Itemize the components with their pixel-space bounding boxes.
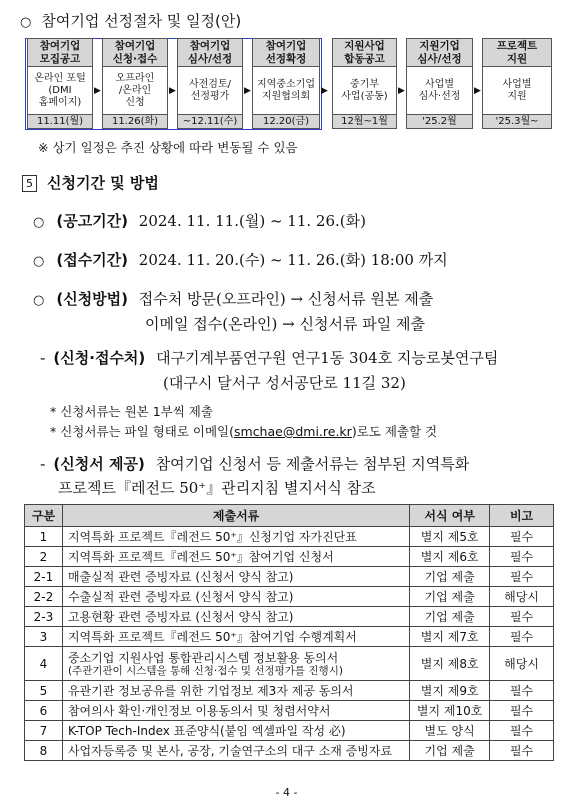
- flow-step-detail: 사업별 지원: [482, 67, 552, 115]
- method-line-1: 접수처 방문(오프라인) → 신청서류 원본 제출: [138, 290, 434, 308]
- receipt-period: [33, 249, 448, 270]
- flow-step-detail: 중기부 사업(공동): [332, 67, 397, 115]
- table-row: [25, 627, 554, 647]
- right-arrow-icon: ▶: [321, 86, 328, 96]
- form-cell: 기업 제출: [410, 607, 490, 627]
- note-cell: 해당시: [490, 587, 554, 607]
- form-cell: 기업 제출: [410, 741, 490, 761]
- flow-step: [332, 38, 397, 129]
- circle-bullet-icon: ○: [33, 254, 45, 269]
- receipt-place: [40, 347, 498, 368]
- table-row: [25, 681, 554, 701]
- doc-cell: 매출실적 관련 증빙자료 (신청서 양식 참고): [62, 567, 409, 587]
- row-number: 2-3: [25, 607, 63, 627]
- table-row: [25, 527, 554, 547]
- announce-value: 2024. 11. 11.(월) ~ 11. 26.(화): [138, 212, 366, 230]
- flow-step: [252, 38, 320, 129]
- circle-bullet-icon: ○: [20, 15, 32, 30]
- section5-title: 신청기간 및 방법: [47, 174, 159, 192]
- page-number: - 4 -: [275, 786, 298, 799]
- right-arrow-icon: ▶: [169, 86, 176, 96]
- note-cell: 필수: [490, 741, 554, 761]
- table-row: [25, 607, 554, 627]
- announce-period: [33, 210, 366, 231]
- form-cell: 기업 제출: [410, 587, 490, 607]
- col-header-no: 구분: [25, 505, 63, 527]
- announce-label: (공고기간): [56, 212, 129, 230]
- col-header-form: 서식 여부: [410, 505, 490, 527]
- place-line-1: 대구기계부품연구원 연구1동 304호 지능로봇연구팀: [156, 349, 499, 367]
- flow-step-date: 12월~1월: [332, 115, 397, 129]
- flow-step: [102, 38, 168, 129]
- doc-cell: 수출실적 관련 증빙자료 (신청서 양식 참고): [62, 587, 409, 607]
- table-header-row: [25, 505, 554, 527]
- schedule-note: ※ 상기 일정은 추진 상황에 따라 변동될 수 있음: [38, 140, 298, 155]
- flow-step: [406, 38, 473, 129]
- right-arrow-icon: ▶: [398, 86, 405, 96]
- form-cell: 별지 제5호: [410, 527, 490, 547]
- doc-subnote: (주관기관이 시스템을 통해 신청·접수 및 선정평가를 진행시): [67, 664, 343, 677]
- doc-cell: [62, 647, 409, 681]
- circle-bullet-icon: ○: [33, 293, 45, 308]
- circle-bullet-icon: ○: [33, 215, 45, 230]
- table-row: [25, 547, 554, 567]
- submission-docs-table: [24, 504, 554, 761]
- docs-label: (신청서 제공): [53, 455, 145, 473]
- flow-step-title: 프로젝트 지원: [482, 38, 552, 67]
- note-cell: 필수: [490, 627, 554, 647]
- table-row: [25, 647, 554, 681]
- note-cell: 필수: [490, 567, 554, 587]
- right-arrow-icon: ▶: [474, 86, 481, 96]
- flow-step: [177, 38, 243, 129]
- form-cell: 별지 제9호: [410, 681, 490, 701]
- row-number: 2-2: [25, 587, 63, 607]
- place-line-2: (대구시 달서구 성서공단로 11길 32): [163, 374, 406, 392]
- note-cell: 필수: [490, 681, 554, 701]
- doc-cell: 지역특화 프로젝트『레전드 50⁺』참여기업 신청서: [62, 547, 409, 567]
- flow-step-title: 참여기업 심사/선정: [177, 38, 243, 67]
- section5-heading: [22, 172, 159, 193]
- table-row: [25, 587, 554, 607]
- col-header-doc: 제출서류: [62, 505, 409, 527]
- dash-bullet: -: [40, 455, 46, 473]
- doc-name: 중소기업 지원사업 통합관리시스템 정보활용 동의서: [67, 650, 339, 665]
- right-arrow-icon: ▶: [244, 86, 251, 96]
- flow-step-title: 참여기업 모집공고: [27, 38, 93, 67]
- apply-method: [33, 288, 433, 309]
- docs-provision: [40, 453, 469, 474]
- flow-step: [27, 38, 93, 129]
- row-number: 3: [25, 627, 63, 647]
- note-original-copy: * 신청서류는 원본 1부씩 제출: [50, 404, 213, 419]
- doc-cell: 지역특화 프로젝트『레전드 50⁺』참여기업 수행계획서: [62, 627, 409, 647]
- form-cell: 별도 양식: [410, 721, 490, 741]
- place-label: (신청·접수처): [53, 349, 146, 367]
- flow-step-date: '25.3월~: [482, 115, 552, 129]
- doc-cell: K-TOP Tech-Index 표준양식(붙임 엑셀파일 작성 必): [62, 721, 409, 741]
- flow-step-date: 12.20(금): [252, 115, 320, 129]
- note-cell: 해당시: [490, 647, 554, 681]
- flow-step-date: '25.2월: [406, 115, 473, 129]
- method-label: (신청방법): [56, 290, 129, 308]
- note-cell: 필수: [490, 607, 554, 627]
- flow-step-detail: 사전검토/ 선정평가: [177, 67, 243, 115]
- row-number: 7: [25, 721, 63, 741]
- doc-cell: 참여의사 확인·개인정보 이용동의서 및 청렴서약서: [62, 701, 409, 721]
- doc-cell: 사업자등록증 및 본사, 공장, 기술연구소의 대구 소재 증빙자료: [62, 741, 409, 761]
- receipt-label: (접수기간): [56, 251, 129, 269]
- row-number: 5: [25, 681, 63, 701]
- flow-step-date: 11.26(화): [102, 115, 168, 129]
- dash-bullet: -: [40, 349, 46, 367]
- note-cell: 필수: [490, 721, 554, 741]
- email-link[interactable]: smchae@dmi.re.kr: [234, 424, 352, 439]
- table-row: [25, 741, 554, 761]
- method-line-2: 이메일 접수(온라인) → 신청서류 파일 제출: [145, 315, 425, 333]
- row-number: 2: [25, 547, 63, 567]
- receipt-value: 2024. 11. 20.(수) ~ 11. 26.(화) 18:00 까지: [138, 251, 448, 269]
- right-arrow-icon: ▶: [94, 86, 101, 96]
- schedule-heading: [20, 10, 241, 31]
- row-number: 6: [25, 701, 63, 721]
- note-cell: 필수: [490, 701, 554, 721]
- form-cell: 기업 제출: [410, 567, 490, 587]
- flow-step-detail: 지역중소기업 지원협의회: [252, 67, 320, 115]
- row-number: 2-1: [25, 567, 63, 587]
- flow-step-detail: 사업별 심사·선정: [406, 67, 473, 115]
- form-cell: 별지 제6호: [410, 547, 490, 567]
- doc-cell: 유관기관 정보공유를 위한 기업정보 제3자 제공 동의서: [62, 681, 409, 701]
- flow-step-title: 지원사업 합동공고: [332, 38, 397, 67]
- process-flow: [25, 38, 557, 133]
- table-row: [25, 701, 554, 721]
- flow-step-detail: 오프라인 /온라인 신청: [102, 67, 168, 115]
- section-number-box: 5: [22, 175, 37, 192]
- flow-step-date: 11.11(월): [27, 115, 93, 129]
- doc-cell: 고용현황 관련 증빙자료 (신청서 양식 참고): [62, 607, 409, 627]
- flow-step: [482, 38, 552, 129]
- table-row: [25, 721, 554, 741]
- flow-step-title: 지원기업 심사/선정: [406, 38, 473, 67]
- docs-line-1: 참여기업 신청서 등 제출서류는 첨부된 지역특화: [155, 455, 470, 473]
- row-number: 4: [25, 647, 63, 681]
- row-number: 1: [25, 527, 63, 547]
- flow-step-date: ~12.11(수): [177, 115, 243, 129]
- note-email-suffix: )로도 제출할 것: [351, 424, 438, 439]
- form-cell: 별지 제8호: [410, 647, 490, 681]
- docs-line-2: 프로젝트『레전드 50⁺』관리지침 별지서식 참조: [58, 479, 376, 497]
- schedule-title: 참여기업 선정절차 및 일정(안): [41, 12, 242, 30]
- note-cell: 필수: [490, 527, 554, 547]
- flow-step-title: 참여기업 신청·접수: [102, 38, 168, 67]
- form-cell: 별지 제7호: [410, 627, 490, 647]
- doc-cell: 지역특화 프로젝트『레전드 50⁺』신청기업 자가진단표: [62, 527, 409, 547]
- note-cell: 필수: [490, 547, 554, 567]
- table-row: [25, 567, 554, 587]
- form-cell: 별지 제10호: [410, 701, 490, 721]
- note-email-prefix: * 신청서류는 파일 형태로 이메일(: [50, 424, 234, 439]
- col-header-note: 비고: [490, 505, 554, 527]
- note-email-submit: [50, 422, 437, 440]
- flow-step-detail: 온라인 포털 (DMI 홈페이지): [27, 67, 93, 115]
- row-number: 8: [25, 741, 63, 761]
- flow-step-title: 참여기업 선정확정: [252, 38, 320, 67]
